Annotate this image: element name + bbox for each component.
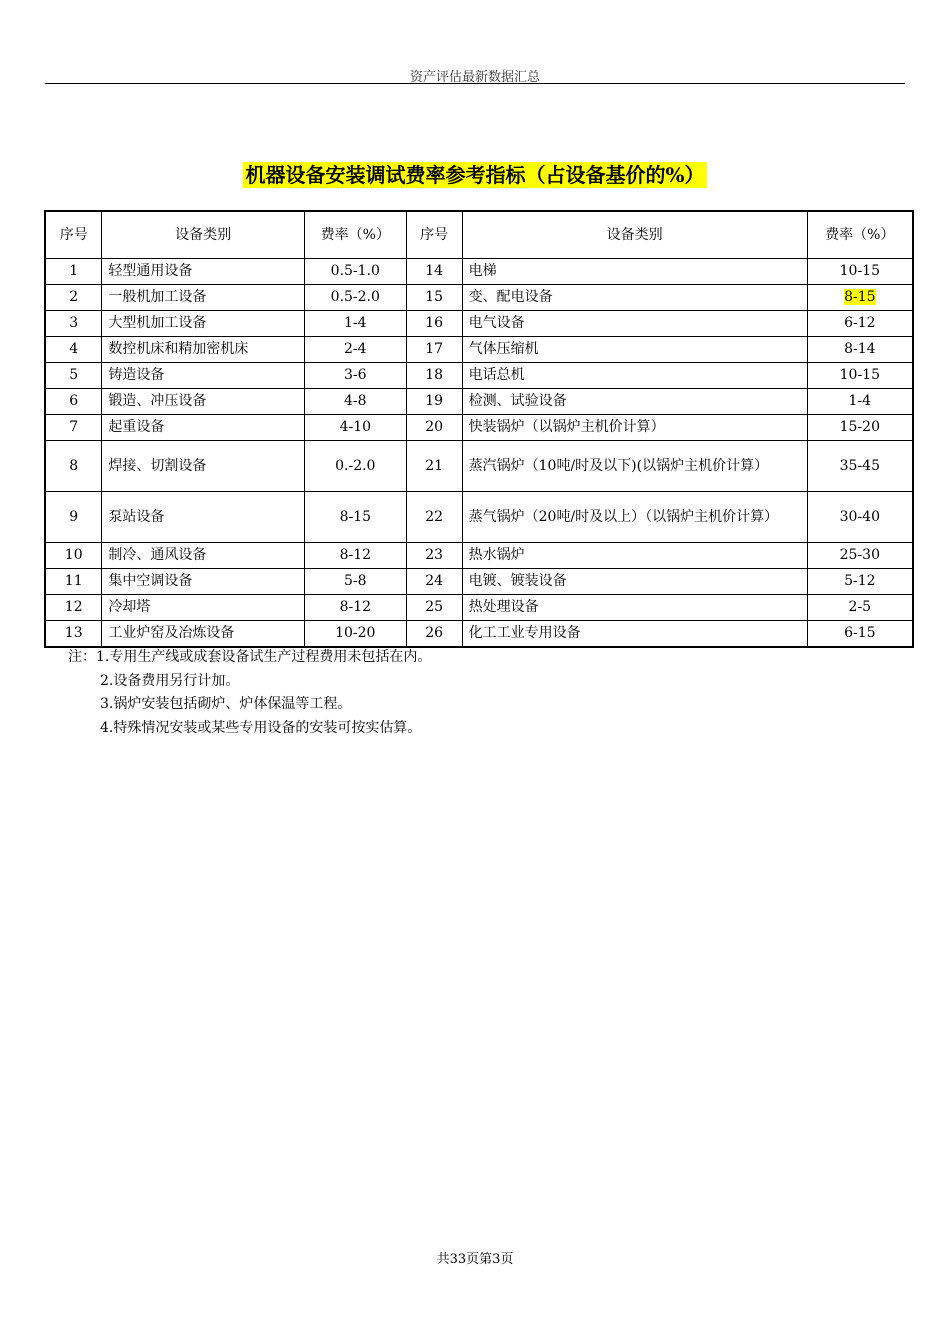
- row-no-cell: 4: [45, 337, 102, 363]
- row-no-cell: 24: [406, 569, 462, 595]
- category-cell: 热处理设备: [462, 595, 807, 621]
- row-no-cell: 25: [406, 595, 462, 621]
- row-no-cell: 18: [406, 363, 462, 389]
- row-no-cell: 11: [45, 569, 102, 595]
- page-header: 资产评估最新数据汇总: [409, 70, 540, 85]
- table-row: [45, 543, 913, 569]
- category-cell: 集中空调设备: [102, 569, 304, 595]
- fee-rate-table: [44, 210, 914, 648]
- highlighted-rate: 8-15: [844, 289, 876, 305]
- row-no-cell: 13: [45, 621, 102, 648]
- row-no-cell: 15: [406, 285, 462, 311]
- header-rate: 费率（%）: [807, 211, 913, 259]
- category-cell: 大型机加工设备: [102, 311, 304, 337]
- category-cell: 一般机加工设备: [102, 285, 304, 311]
- table-row: [45, 363, 913, 389]
- rate-cell: 4-10: [304, 415, 406, 441]
- row-no-cell: 10: [45, 543, 102, 569]
- note-item: 注：1.专用生产线或成套设备试生产过程费用未包括在内。: [68, 649, 432, 665]
- row-no-cell: 21: [406, 441, 462, 492]
- page-footer: 共33页第3页: [436, 1252, 514, 1267]
- table-row: [45, 389, 913, 415]
- rate-cell: 6-15: [807, 621, 913, 648]
- rate-cell: 5-12: [807, 569, 913, 595]
- category-cell: 蒸气锅炉（20吨/时及以上）（以锅炉主机价计算）: [462, 492, 807, 543]
- category-cell: 快装锅炉（以锅炉主机价计算）: [462, 415, 807, 441]
- header-rate: 费率（%）: [304, 211, 406, 259]
- row-no-cell: 17: [406, 337, 462, 363]
- row-no-cell: 12: [45, 595, 102, 621]
- row-no-cell: 26: [406, 621, 462, 648]
- rate-cell: 8-14: [807, 337, 913, 363]
- title-text: 机器设备安装调试费率参考指标（占设备基价的%）: [245, 163, 705, 187]
- rate-cell: 8-12: [304, 595, 406, 621]
- header-no: 序号: [406, 211, 462, 259]
- row-no-cell: 14: [406, 259, 462, 285]
- table-row: [45, 415, 913, 441]
- category-cell: 检测、试验设备: [462, 389, 807, 415]
- category-cell: 蒸汽锅炉（10吨/时及以下)(以锅炉主机价计算）: [462, 441, 807, 492]
- header-rule: [45, 83, 905, 84]
- header-category: 设备类别: [462, 211, 807, 259]
- header-category: 设备类别: [102, 211, 304, 259]
- category-cell: 热水锅炉: [462, 543, 807, 569]
- rate-cell: [807, 285, 913, 311]
- table-row: [45, 569, 913, 595]
- category-cell: 电梯: [462, 259, 807, 285]
- row-no-cell: 9: [45, 492, 102, 543]
- rate-cell: 1-4: [807, 389, 913, 415]
- row-no-cell: 19: [406, 389, 462, 415]
- rate-cell: 10-15: [807, 259, 913, 285]
- table-body: [45, 259, 913, 648]
- row-no-cell: 16: [406, 311, 462, 337]
- category-cell: 电话总机: [462, 363, 807, 389]
- rate-cell: 30-40: [807, 492, 913, 543]
- rate-cell: 35-45: [807, 441, 913, 492]
- rate-cell: 1-4: [304, 311, 406, 337]
- table-row: [45, 337, 913, 363]
- row-no-cell: 23: [406, 543, 462, 569]
- row-no-cell: 7: [45, 415, 102, 441]
- note-item: 4.特殊情况安装或某些专用设备的安装可按实估算。: [100, 719, 422, 736]
- note-item: 2.设备费用另行计加。: [100, 672, 240, 689]
- row-no-cell: 1: [45, 259, 102, 285]
- rate-cell: 6-12: [807, 311, 913, 337]
- category-cell: 铸造设备: [102, 363, 304, 389]
- category-cell: 冷却塔: [102, 595, 304, 621]
- category-cell: 锻造、冲压设备: [102, 389, 304, 415]
- notes: [68, 646, 431, 740]
- table-header-row: [45, 211, 913, 259]
- rate-cell: 8-12: [304, 543, 406, 569]
- table-row: [45, 621, 913, 648]
- category-cell: 数控机床和精加密机床: [102, 337, 304, 363]
- category-cell: 工业炉窑及冶炼设备: [102, 621, 304, 648]
- rate-cell: 3-6: [304, 363, 406, 389]
- category-cell: 气体压缩机: [462, 337, 807, 363]
- table-row: [45, 285, 913, 311]
- category-cell: 焊接、切割设备: [102, 441, 304, 492]
- rate-cell: 4-8: [304, 389, 406, 415]
- row-no-cell: 8: [45, 441, 102, 492]
- rate-cell: 10-20: [304, 621, 406, 648]
- category-cell: 泵站设备: [102, 492, 304, 543]
- rate-cell: 2-4: [304, 337, 406, 363]
- row-no-cell: 22: [406, 492, 462, 543]
- table-row: [45, 595, 913, 621]
- rate-cell: 0.5-1.0: [304, 259, 406, 285]
- row-no-cell: 5: [45, 363, 102, 389]
- rate-cell: 0.-2.0: [304, 441, 406, 492]
- row-no-cell: 20: [406, 415, 462, 441]
- table-row: [45, 259, 913, 285]
- category-cell: 电镀、镀装设备: [462, 569, 807, 595]
- rate-cell: 2-5: [807, 595, 913, 621]
- note-item: 3.锅炉安装包括砌炉、炉体保温等工程。: [100, 696, 352, 712]
- category-cell: 电气设备: [462, 311, 807, 337]
- table-row: [45, 311, 913, 337]
- row-no-cell: 3: [45, 311, 102, 337]
- rate-cell: 10-15: [807, 363, 913, 389]
- category-cell: 起重设备: [102, 415, 304, 441]
- category-cell: 制冷、通风设备: [102, 543, 304, 569]
- row-no-cell: 6: [45, 389, 102, 415]
- rate-cell: 15-20: [807, 415, 913, 441]
- rate-cell: 0.5-2.0: [304, 285, 406, 311]
- category-cell: 轻型通用设备: [102, 259, 304, 285]
- document-title: [0, 159, 950, 188]
- rate-cell: 8-15: [304, 492, 406, 543]
- category-cell: 变、配电设备: [462, 285, 807, 311]
- row-no-cell: 2: [45, 285, 102, 311]
- rate-cell: 25-30: [807, 543, 913, 569]
- table-row: [45, 441, 913, 492]
- header-no: 序号: [45, 211, 102, 259]
- rate-cell: 5-8: [304, 569, 406, 595]
- category-cell: 化工工业专用设备: [462, 621, 807, 648]
- table-row: [45, 492, 913, 543]
